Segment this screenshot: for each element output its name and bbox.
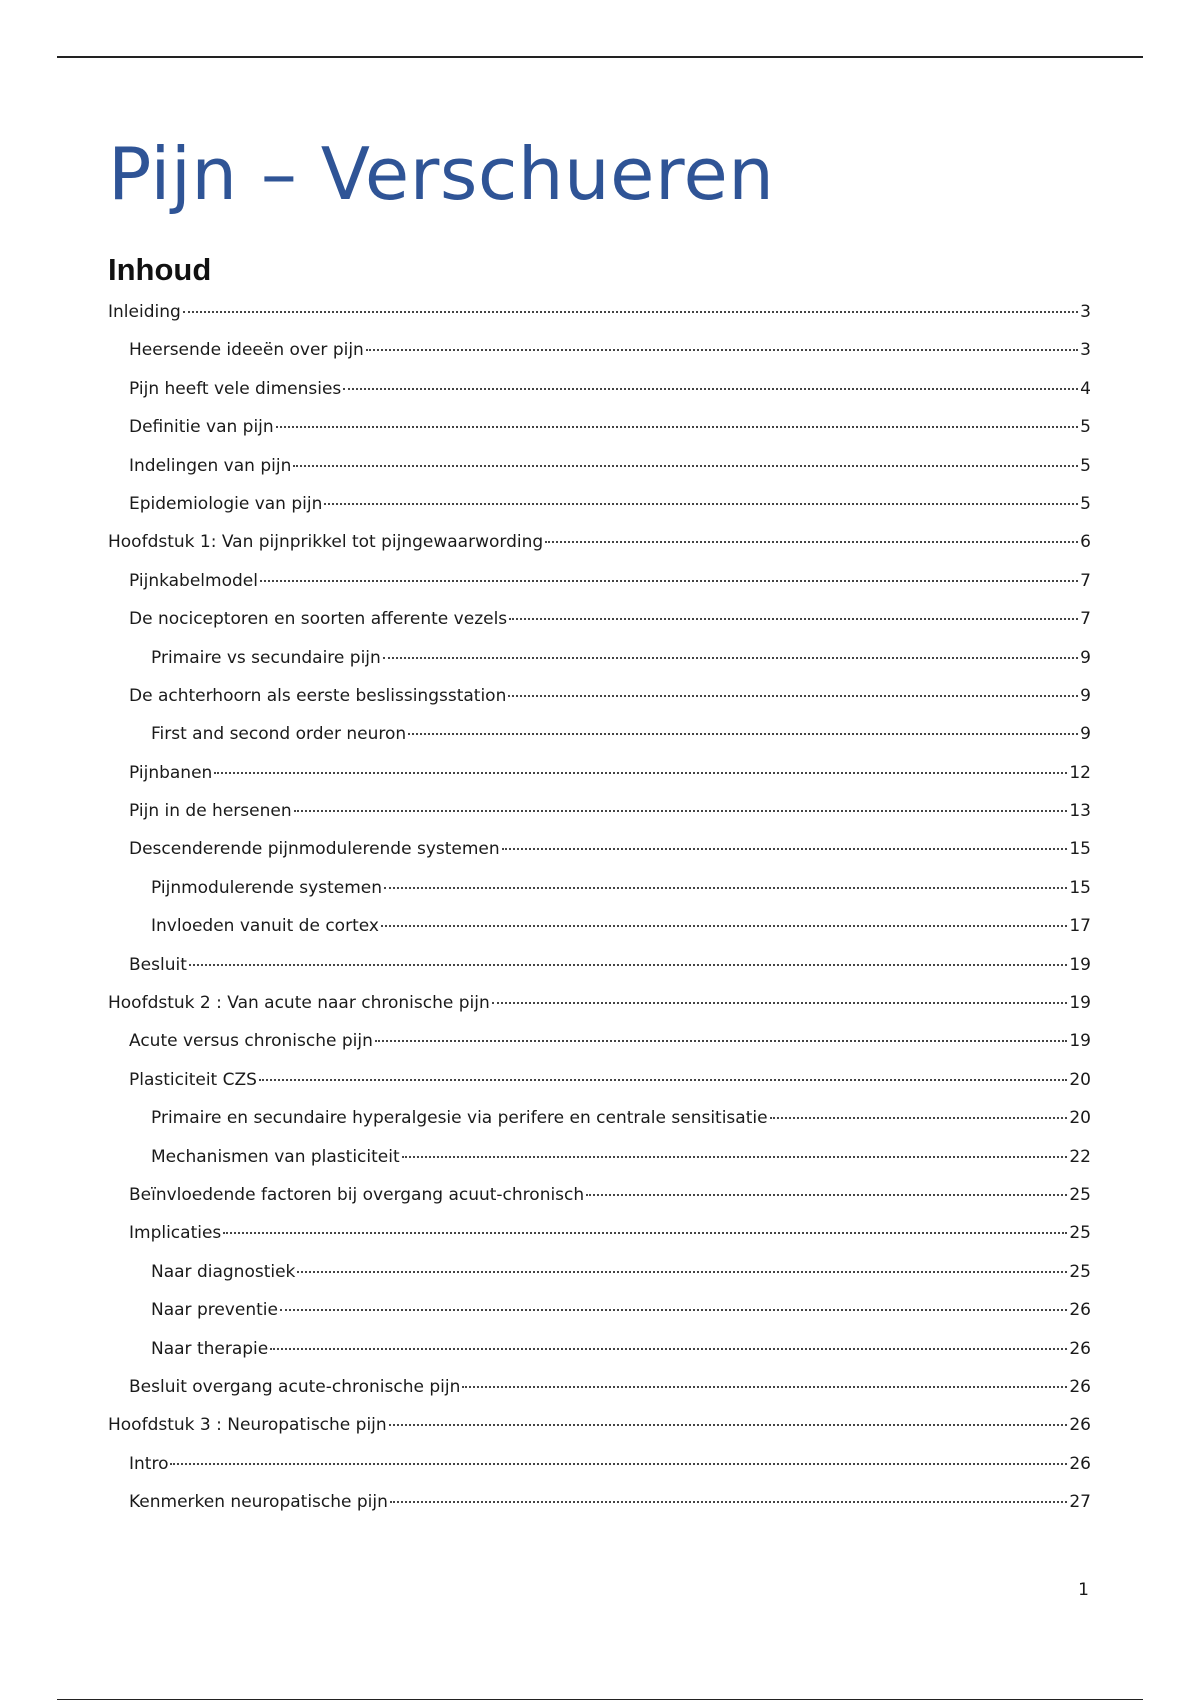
dot-leader bbox=[390, 1501, 1067, 1503]
toc-entry-label: Intro bbox=[129, 1453, 169, 1474]
toc-entry-label: De achterhoorn als eerste beslissingsstation bbox=[129, 685, 507, 706]
toc-entry[interactable] bbox=[108, 494, 1091, 532]
dot-leader bbox=[293, 465, 1078, 467]
dot-leader bbox=[276, 426, 1078, 428]
toc-entry-label: Kenmerken neuropatische pijn bbox=[129, 1492, 388, 1513]
toc-entry[interactable] bbox=[108, 1070, 1091, 1108]
toc-entry-label: First and second order neuron bbox=[151, 724, 407, 745]
header-rule bbox=[57, 56, 1143, 58]
toc-entry-page: 9 bbox=[1080, 647, 1091, 668]
toc-entry[interactable] bbox=[108, 532, 1091, 570]
table-of-contents bbox=[108, 302, 1091, 1531]
dot-leader bbox=[260, 580, 1078, 582]
toc-entry[interactable] bbox=[108, 1339, 1091, 1377]
toc-entry-page: 4 bbox=[1080, 378, 1091, 399]
toc-entry-label: Beïnvloedende factoren bij overgang acuut-chronisch bbox=[129, 1184, 585, 1205]
toc-entry-label: Naar therapie bbox=[151, 1338, 269, 1359]
toc-entry[interactable] bbox=[108, 916, 1091, 954]
toc-entry[interactable] bbox=[108, 1147, 1091, 1185]
document-title: Pijn – Verschueren bbox=[108, 132, 775, 216]
toc-entry-page: 26 bbox=[1069, 1453, 1091, 1474]
toc-entry-page: 22 bbox=[1069, 1146, 1091, 1167]
toc-entry-page: 5 bbox=[1080, 493, 1091, 514]
dot-leader bbox=[259, 1079, 1067, 1081]
toc-entry-label: Implicaties bbox=[129, 1223, 222, 1244]
dot-leader bbox=[586, 1194, 1067, 1196]
toc-entry-label: Plasticiteit CZS bbox=[129, 1069, 257, 1090]
toc-entry-label: Mechanismen van plasticiteit bbox=[151, 1146, 400, 1167]
dot-leader bbox=[214, 772, 1067, 774]
toc-entry-page: 3 bbox=[1080, 340, 1091, 361]
toc-entry-page: 25 bbox=[1069, 1184, 1091, 1205]
toc-entry-page: 26 bbox=[1069, 1415, 1091, 1436]
toc-entry[interactable] bbox=[108, 839, 1091, 877]
dot-leader bbox=[294, 810, 1068, 812]
toc-entry[interactable] bbox=[108, 456, 1091, 494]
dot-leader bbox=[384, 887, 1067, 889]
dot-leader bbox=[509, 618, 1078, 620]
toc-entry[interactable] bbox=[108, 1223, 1091, 1261]
toc-entry-label: Hoofdstuk 1: Van pijnprikkel tot pijngewaarwording bbox=[108, 532, 544, 553]
dot-leader bbox=[375, 1040, 1067, 1042]
toc-entry-page: 20 bbox=[1069, 1069, 1091, 1090]
toc-entry-label: Descenderende pijnmodulerende systemen bbox=[129, 839, 500, 860]
toc-entry-label: Pijnkabelmodel bbox=[129, 570, 258, 591]
dot-leader bbox=[297, 1271, 1067, 1273]
dot-leader bbox=[366, 349, 1078, 351]
toc-entry-page: 20 bbox=[1069, 1108, 1091, 1129]
toc-entry-page: 27 bbox=[1069, 1492, 1091, 1513]
dot-leader bbox=[183, 311, 1078, 313]
toc-entry-label: Epidemiologie van pijn bbox=[129, 493, 323, 514]
toc-entry-label: Inleiding bbox=[108, 302, 181, 322]
toc-entry-label: Pijn in de hersenen bbox=[129, 801, 292, 822]
toc-entry[interactable] bbox=[108, 1031, 1091, 1069]
toc-entry-label: Hoofdstuk 2 : Van acute naar chronische pijn bbox=[108, 993, 490, 1014]
toc-entry-label: Definitie van pijn bbox=[129, 417, 274, 438]
toc-entry[interactable] bbox=[108, 763, 1091, 801]
toc-entry[interactable] bbox=[108, 1108, 1091, 1146]
toc-entry-page: 13 bbox=[1069, 801, 1091, 822]
page-number: 1 bbox=[1078, 1580, 1089, 1600]
toc-entry-label: De nociceptoren en soorten afferente vezels bbox=[129, 609, 508, 630]
dot-leader bbox=[462, 1386, 1067, 1388]
toc-entry[interactable] bbox=[108, 1454, 1091, 1492]
toc-entry[interactable] bbox=[108, 1377, 1091, 1415]
toc-entry-page: 15 bbox=[1069, 877, 1091, 898]
toc-entry-label: Pijn heeft vele dimensies bbox=[129, 378, 342, 399]
toc-entry[interactable] bbox=[108, 1300, 1091, 1338]
toc-entry[interactable] bbox=[108, 1262, 1091, 1300]
toc-entry[interactable] bbox=[108, 878, 1091, 916]
toc-entry-page: 19 bbox=[1069, 993, 1091, 1014]
dot-leader bbox=[343, 388, 1078, 390]
toc-entry[interactable] bbox=[108, 571, 1091, 609]
toc-entry-page: 6 bbox=[1080, 532, 1091, 553]
dot-leader bbox=[389, 1424, 1068, 1426]
toc-entry[interactable] bbox=[108, 1492, 1091, 1530]
toc-entry[interactable] bbox=[108, 801, 1091, 839]
toc-entry[interactable] bbox=[108, 340, 1091, 378]
toc-entry-page: 17 bbox=[1069, 916, 1091, 937]
toc-entry-label: Acute versus chronische pijn bbox=[129, 1031, 373, 1052]
toc-entry-page: 5 bbox=[1080, 417, 1091, 438]
toc-entry-label: Hoofdstuk 3 : Neuropatische pijn bbox=[108, 1415, 387, 1436]
toc-entry-page: 19 bbox=[1069, 954, 1091, 975]
toc-entry-label: Primaire en secundaire hyperalgesie via perifere en centrale sensitisatie bbox=[151, 1108, 768, 1129]
toc-entry-page: 5 bbox=[1080, 455, 1091, 476]
dot-leader bbox=[280, 1309, 1067, 1311]
toc-entry-page: 25 bbox=[1069, 1261, 1091, 1282]
toc-entry[interactable] bbox=[108, 1415, 1091, 1453]
toc-entry[interactable] bbox=[108, 1185, 1091, 1223]
toc-entry-label: Besluit overgang acute-chronische pijn bbox=[129, 1376, 461, 1397]
toc-entry-page: 7 bbox=[1080, 570, 1091, 591]
toc-entry-label: Heersende ideeën over pijn bbox=[129, 340, 364, 361]
toc-entry[interactable] bbox=[108, 609, 1091, 647]
toc-entry-page: 9 bbox=[1080, 724, 1091, 745]
dot-leader bbox=[508, 695, 1078, 697]
toc-entry-label: Pijnbanen bbox=[129, 762, 213, 783]
toc-entry[interactable] bbox=[108, 417, 1091, 455]
toc-entry-page: 7 bbox=[1080, 609, 1091, 630]
toc-entry-page: 15 bbox=[1069, 839, 1091, 860]
toc-entry-page: 9 bbox=[1080, 685, 1091, 706]
dot-leader bbox=[189, 964, 1067, 966]
dot-leader bbox=[502, 848, 1068, 850]
toc-entry-page: 12 bbox=[1069, 762, 1091, 783]
toc-entry[interactable] bbox=[108, 955, 1091, 993]
dot-leader bbox=[324, 503, 1078, 505]
dot-leader bbox=[223, 1232, 1067, 1234]
toc-entry-page: 26 bbox=[1069, 1300, 1091, 1321]
toc-entry-label: Indelingen van pijn bbox=[129, 455, 292, 476]
toc-entry-page: 3 bbox=[1080, 302, 1091, 322]
toc-entry[interactable] bbox=[108, 379, 1091, 417]
toc-entry[interactable] bbox=[108, 686, 1091, 724]
toc-entry-page: 25 bbox=[1069, 1223, 1091, 1244]
dot-leader bbox=[170, 1463, 1067, 1465]
dot-leader bbox=[402, 1156, 1068, 1158]
toc-heading: Inhoud bbox=[108, 252, 212, 287]
toc-entry-label: Pijnmodulerende systemen bbox=[151, 877, 383, 898]
toc-entry-page: 26 bbox=[1069, 1376, 1091, 1397]
toc-entry[interactable] bbox=[108, 648, 1091, 686]
dot-leader bbox=[383, 657, 1078, 659]
toc-entry-page: 19 bbox=[1069, 1031, 1091, 1052]
dot-leader bbox=[545, 541, 1078, 543]
toc-entry-label: Invloeden vanuit de cortex bbox=[151, 916, 379, 937]
dot-leader bbox=[270, 1348, 1067, 1350]
toc-entry[interactable] bbox=[108, 724, 1091, 762]
dot-leader bbox=[492, 1002, 1068, 1004]
dot-leader bbox=[408, 733, 1078, 735]
toc-entry[interactable] bbox=[108, 302, 1091, 340]
dot-leader bbox=[770, 1117, 1068, 1119]
dot-leader bbox=[381, 925, 1067, 927]
toc-entry[interactable] bbox=[108, 993, 1091, 1031]
toc-entry-page: 26 bbox=[1069, 1338, 1091, 1359]
toc-entry-label: Primaire vs secundaire pijn bbox=[151, 647, 381, 668]
toc-entry-label: Besluit bbox=[129, 954, 187, 975]
toc-entry-label: Naar diagnostiek bbox=[151, 1261, 296, 1282]
toc-entry-label: Naar preventie bbox=[151, 1300, 278, 1321]
